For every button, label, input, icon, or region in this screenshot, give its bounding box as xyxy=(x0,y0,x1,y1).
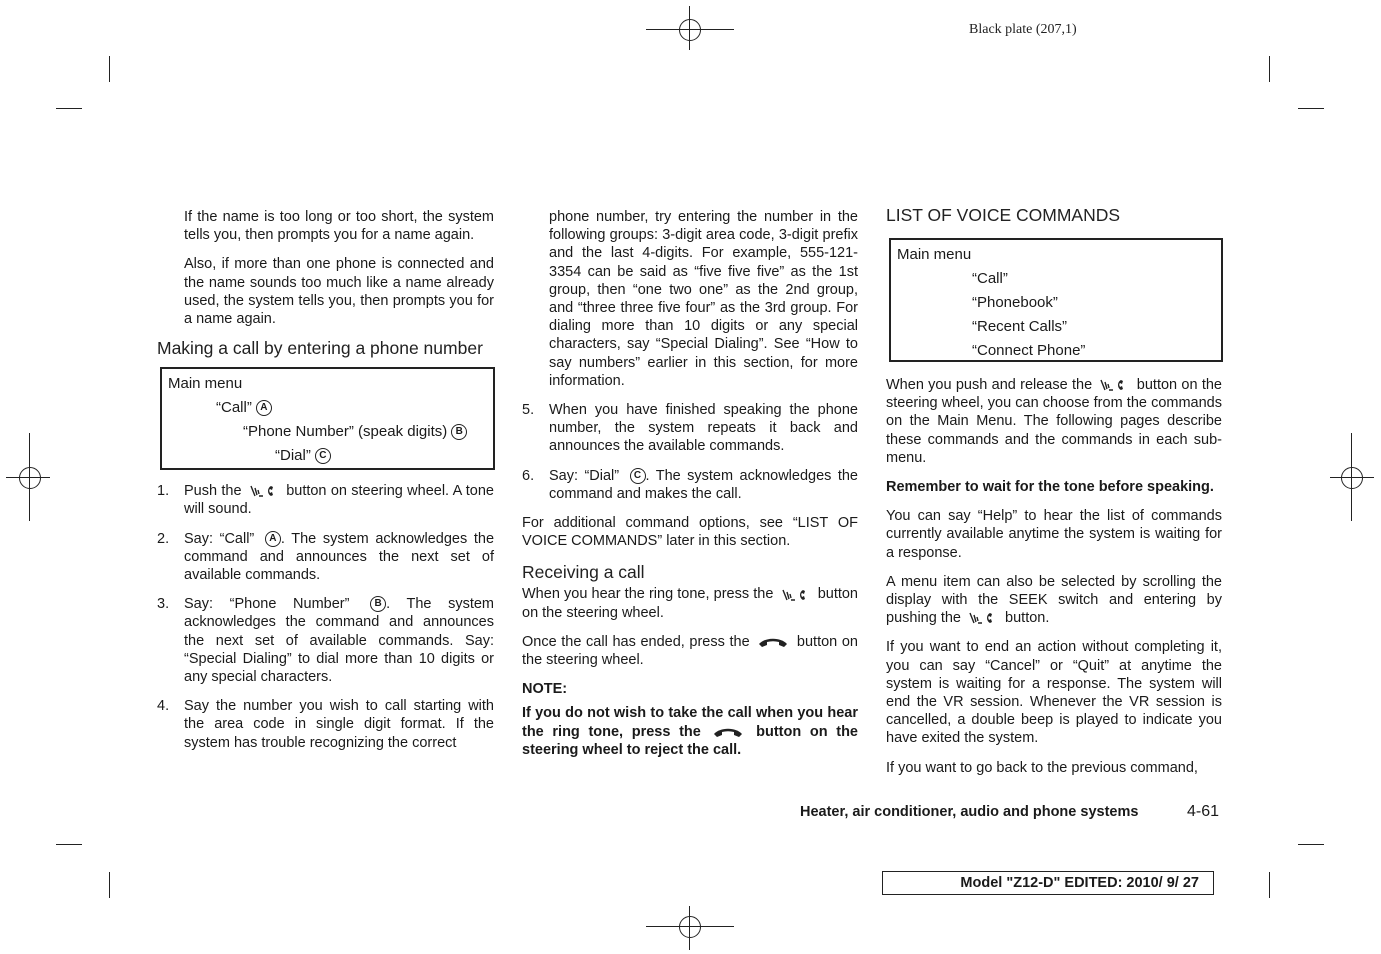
paragraph: Remember to wait for the tone before speaking. xyxy=(886,479,1214,496)
box-line: “Dial” C xyxy=(168,444,487,468)
model-edited-box: Model "Z12-D" EDITED: 2010/ 9/ 27 xyxy=(882,871,1214,895)
box-line: “Recent Calls” xyxy=(972,318,1068,335)
list-item: 6. Say: “Dial” C . The system acknowledges the command and makes the call. xyxy=(522,467,858,502)
registration-mark xyxy=(1330,456,1374,500)
voice-phone-icon xyxy=(968,611,998,625)
crop-mark xyxy=(1298,108,1324,109)
callout-b-icon: B xyxy=(370,596,386,612)
list-item: 1. Push the button on steering wheel. A tone will sound. xyxy=(157,483,495,518)
box-line: “Connect Phone” xyxy=(972,342,1086,359)
box-line: Main menu xyxy=(897,246,972,263)
note-label: NOTE: xyxy=(522,681,568,698)
box-line: Main menu xyxy=(168,375,243,393)
paragraph: Also, if more than one phone is connected and the name sounds too much like a name already used, the system tells you, then prompts you for a name again. xyxy=(184,256,494,328)
note-text: If you do not wish to take the call when you hear the ring tone, press the button on the steering wheel to reject the call. xyxy=(522,705,858,758)
hang-up-icon xyxy=(712,726,744,738)
paragraph: If you want to end an action without completing it, you can say “Cancel” or “Quit” at anytime the system is waiting for a response. The system will end the VR session. Whenever the VR session is cancelled, a double beep is played to indicate you have exited the system. xyxy=(886,639,1222,747)
callout-b-icon: B xyxy=(451,424,467,440)
paragraph: For additional command options, see “LIST OF VOICE COMMANDS” later in this section. xyxy=(522,515,858,550)
list-item: 2. Say: “Call” A . The system acknowledges the command and announces the next set of available commands. xyxy=(157,530,495,584)
crop-mark xyxy=(109,56,110,82)
crop-mark xyxy=(109,872,110,898)
section-heading: LIST OF VOICE COMMANDS xyxy=(886,205,1121,225)
list-item: 4. Say the number you wish to call starting with the area code in single digit format. If the system has trouble recognizing the correct xyxy=(157,698,494,751)
paragraph: If the name is too long or too short, the system tells you, then prompts you for a name again. xyxy=(184,209,494,244)
paragraph: You can say “Help” to hear the list of commands currently available anytime the system is waiting for a response. xyxy=(886,508,1222,561)
callout-c-icon: C xyxy=(630,468,646,484)
plate-label: Black plate (207,1) xyxy=(969,22,1077,37)
voice-phone-icon xyxy=(249,484,279,498)
callout-a-icon: A xyxy=(265,531,281,547)
paragraph: Once the call has ended, press the button on the steering wheel. xyxy=(522,633,858,669)
voice-phone-icon xyxy=(1099,378,1129,392)
page-number: 4-61 xyxy=(1187,803,1220,820)
registration-mark xyxy=(668,905,712,949)
paragraph: A menu item can also be selected by scrolling the display with the SEEK switch and entering by pushing the button. xyxy=(886,573,1222,627)
hang-up-icon xyxy=(757,636,789,648)
menu-box xyxy=(889,238,1223,362)
callout-a-icon: A xyxy=(256,400,272,416)
callout-c-icon: C xyxy=(315,448,331,464)
paragraph: If you want to go back to the previous command, xyxy=(886,759,1198,776)
column-1 xyxy=(157,208,494,763)
crop-mark xyxy=(56,844,82,845)
paragraph: When you hear the ring tone, press the button on the steering wheel. xyxy=(522,586,859,621)
box-line: “Phonebook” xyxy=(972,294,1058,311)
paragraph: phone number, try entering the number in the following groups: 3-digit area code, 3-digit prefix and the last 4-digits. For example, 555-121-3354 can be said as “five five five” as the 1st group, then “one two one” as the 2nd group, and “three three five four” as the 3rd group. For dialing more than 10 digits or any special characters, say “Special Dialing”. See “How to say numbers” earlier in this section, for more information. xyxy=(549,209,858,389)
footer-section-title: Heater, air conditioner, audio and phone systems xyxy=(800,804,1139,820)
box-line: “Call” xyxy=(972,270,1008,287)
section-heading: Making a call by entering a phone number xyxy=(157,338,483,359)
crop-mark xyxy=(1269,56,1270,82)
crop-mark xyxy=(56,108,82,109)
registration-mark xyxy=(668,8,712,52)
voice-phone-icon xyxy=(781,588,811,602)
column-3 xyxy=(886,204,1222,788)
menu-box xyxy=(160,367,495,470)
paragraph: When you push and release the button on the steering wheel, you can choose from the commands on the Main Menu. The following pages describe these commands and the commands in each sub-menu. xyxy=(886,377,1222,466)
box-line: “Call” A xyxy=(168,396,487,420)
list-item: 5. When you have finished speaking the phone number, the system repeats it back and announces the available commands. xyxy=(522,402,858,455)
column-2 xyxy=(522,208,858,770)
section-heading: Receiving a call xyxy=(522,562,645,583)
list-item: 3. Say: “Phone Number” B . The system acknowledges the command and announces the next set of available commands. Say: “Special Dialing” to dial more than 10 digits or any special characters. xyxy=(157,596,495,686)
crop-mark xyxy=(1269,872,1270,898)
box-line: “Phone Number” (speak digits) B xyxy=(168,420,487,444)
crop-mark xyxy=(1298,844,1324,845)
registration-mark xyxy=(8,456,52,500)
